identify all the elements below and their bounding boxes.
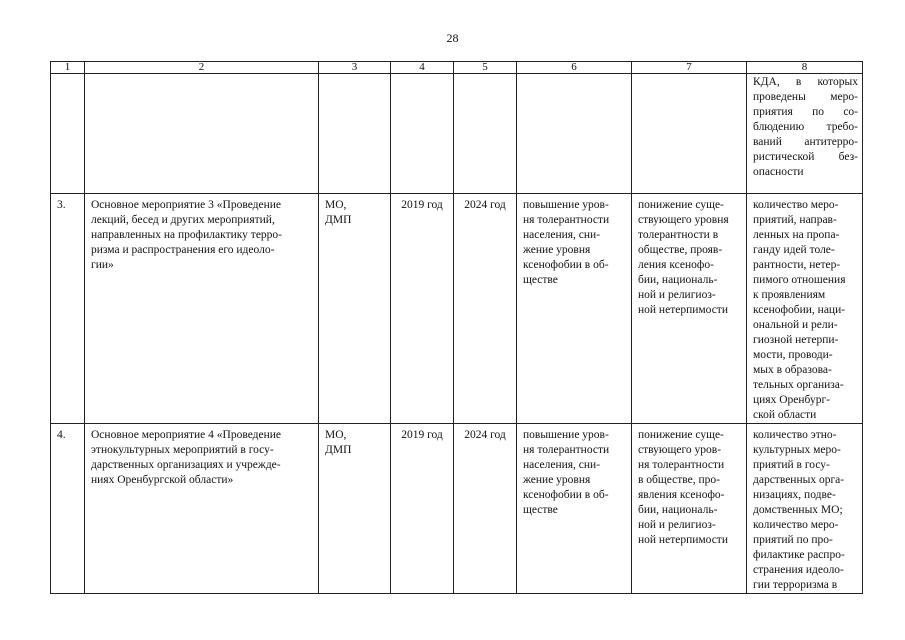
text-line: ваний антитерро- [753, 136, 858, 148]
text-line: приятий по про- [753, 534, 833, 546]
continuation-row [51, 74, 863, 194]
text-line: гиозной нетерпи- [753, 334, 839, 346]
text-line: понижение суще- [638, 429, 724, 441]
text-line: повышение уров- [523, 429, 609, 441]
table-row [51, 424, 863, 594]
text-line: обществе, прояв- [638, 244, 723, 256]
text-line: КДА, в которых [753, 76, 858, 88]
text-line: населения, сни- [523, 229, 601, 241]
text-line: ризма и распространения его идеоло- [91, 244, 275, 256]
text-line: странения идеоло- [753, 564, 844, 576]
text-line: бии, националь- [638, 504, 718, 516]
text-line: гии терроризма в [753, 579, 838, 591]
text-line: количество меро- [753, 199, 839, 211]
start-year-cell: 2019 год [391, 424, 454, 594]
text-line: этнокультурных мероприятий в госу- [91, 444, 274, 456]
text-line: ной и религиоз- [638, 289, 716, 301]
text-line: жение уровня [523, 474, 591, 486]
text-line: ной и религиоз- [638, 519, 716, 531]
text-line: ня толерантности [523, 444, 610, 456]
text-line: повышение уров- [523, 199, 609, 211]
indicator-cell [747, 424, 863, 594]
text-line: ления ксенофо- [638, 259, 714, 271]
row-number: 3. [51, 194, 85, 424]
text-line: тельных организа- [753, 379, 844, 391]
text-line: понижение суще- [638, 199, 724, 211]
cell-empty [391, 74, 454, 194]
end-year-cell: 2024 год [454, 194, 517, 424]
text-line: проведены меро- [753, 91, 858, 103]
cell-empty [51, 74, 85, 194]
result-cell [517, 424, 632, 594]
text-line: приятий, направ- [753, 214, 837, 226]
executor-cell [319, 424, 391, 594]
text-line: домственных МО; [753, 504, 843, 516]
text-line: ональной и рели- [753, 319, 838, 331]
header-row [51, 62, 863, 74]
text-line: количество этно- [753, 429, 837, 441]
text-line: дарственных организациях и учрежде- [91, 459, 281, 471]
col-header-4: 4 [391, 62, 454, 74]
text-line: приятия по со- [753, 106, 858, 118]
text-line: ной нетерпимости [638, 304, 728, 316]
text-line: опасности [753, 166, 804, 178]
text-line: ня толерантности [638, 459, 725, 471]
text-line: ганду идей толе- [753, 244, 835, 256]
text-line: к проявлениям [753, 289, 826, 301]
page-number: 28 [446, 31, 459, 45]
text-line: количество меро- [753, 519, 839, 531]
text-line: жение уровня [523, 244, 591, 256]
effect-cell [632, 424, 747, 594]
table-row [51, 194, 863, 424]
col-header-1: 1 [51, 62, 85, 74]
cell-empty [517, 74, 632, 194]
text-line: ской области [753, 409, 817, 421]
col-header-5: 5 [454, 62, 517, 74]
col-header-3: 3 [319, 62, 391, 74]
text-line: ной нетерпимости [638, 534, 728, 546]
text-line: мости, проводи- [753, 349, 833, 361]
text-line: филактике распро- [753, 549, 845, 561]
text-line: мых в образова- [753, 364, 832, 376]
end-year-cell: 2024 год [454, 424, 517, 594]
executor-cell [319, 194, 391, 424]
indicator-cell [747, 194, 863, 424]
text-line: ксенофобии, наци- [753, 304, 846, 316]
effect-cell [632, 194, 747, 424]
text-line: ДМП [325, 214, 352, 226]
cell-empty [632, 74, 747, 194]
cell-empty [454, 74, 517, 194]
text-line: циях Оренбург- [753, 394, 830, 406]
text-line: ксенофобии в об- [523, 259, 609, 271]
text-line: лекций, бесед и других мероприятий, [91, 214, 275, 226]
text-line: низациях, подве- [753, 489, 836, 501]
text-line: рантности, нетер- [753, 259, 841, 271]
text-line: МО, [325, 429, 347, 441]
cell-empty [85, 74, 319, 194]
text-line: гии» [91, 259, 114, 271]
col-header-8: 8 [747, 62, 863, 74]
text-line: в обществе, про- [638, 474, 720, 486]
col-header-2: 2 [85, 62, 319, 74]
col-header-7: 7 [632, 62, 747, 74]
measures-table [50, 61, 863, 594]
text-line: приятий в госу- [753, 459, 830, 471]
text-line: ДМП [325, 444, 352, 456]
text-line: бии, националь- [638, 274, 718, 286]
text-line: дарственных орга- [753, 474, 845, 486]
text-line: ществе [523, 274, 558, 286]
measure-cell [85, 424, 319, 594]
text-line: ниях Оренбургской области» [91, 474, 234, 486]
text-line: культурных меро- [753, 444, 841, 456]
measure-cell [85, 194, 319, 424]
text-line: направленных на профилактику терро- [91, 229, 283, 241]
text-line: пимого отношения [753, 274, 846, 286]
result-cell [517, 194, 632, 424]
text-line: ствующего уровня [638, 214, 729, 226]
text-line: Основное мероприятие 4 «Проведение [91, 429, 282, 441]
start-year-cell: 2019 год [391, 194, 454, 424]
text-line: ществе [523, 504, 558, 516]
text-line: толерантности в [638, 229, 719, 241]
text-line: населения, сни- [523, 459, 601, 471]
text-line: явления ксенофо- [638, 489, 725, 501]
row-number: 4. [51, 424, 85, 594]
text-line: ня толерантности [523, 214, 610, 226]
text-line: МО, [325, 199, 347, 211]
continuation-indicator [747, 74, 863, 194]
text-line: ленных на пропа- [753, 229, 840, 241]
cell-empty [319, 74, 391, 194]
text-line: ствующего уров- [638, 444, 722, 456]
text-line: ристической без- [753, 151, 858, 163]
text-line: блюдению требо- [753, 121, 858, 133]
text-line: ксенофобии в об- [523, 489, 609, 501]
col-header-6: 6 [517, 62, 632, 74]
text-line: Основное мероприятие 3 «Проведение [91, 199, 282, 211]
